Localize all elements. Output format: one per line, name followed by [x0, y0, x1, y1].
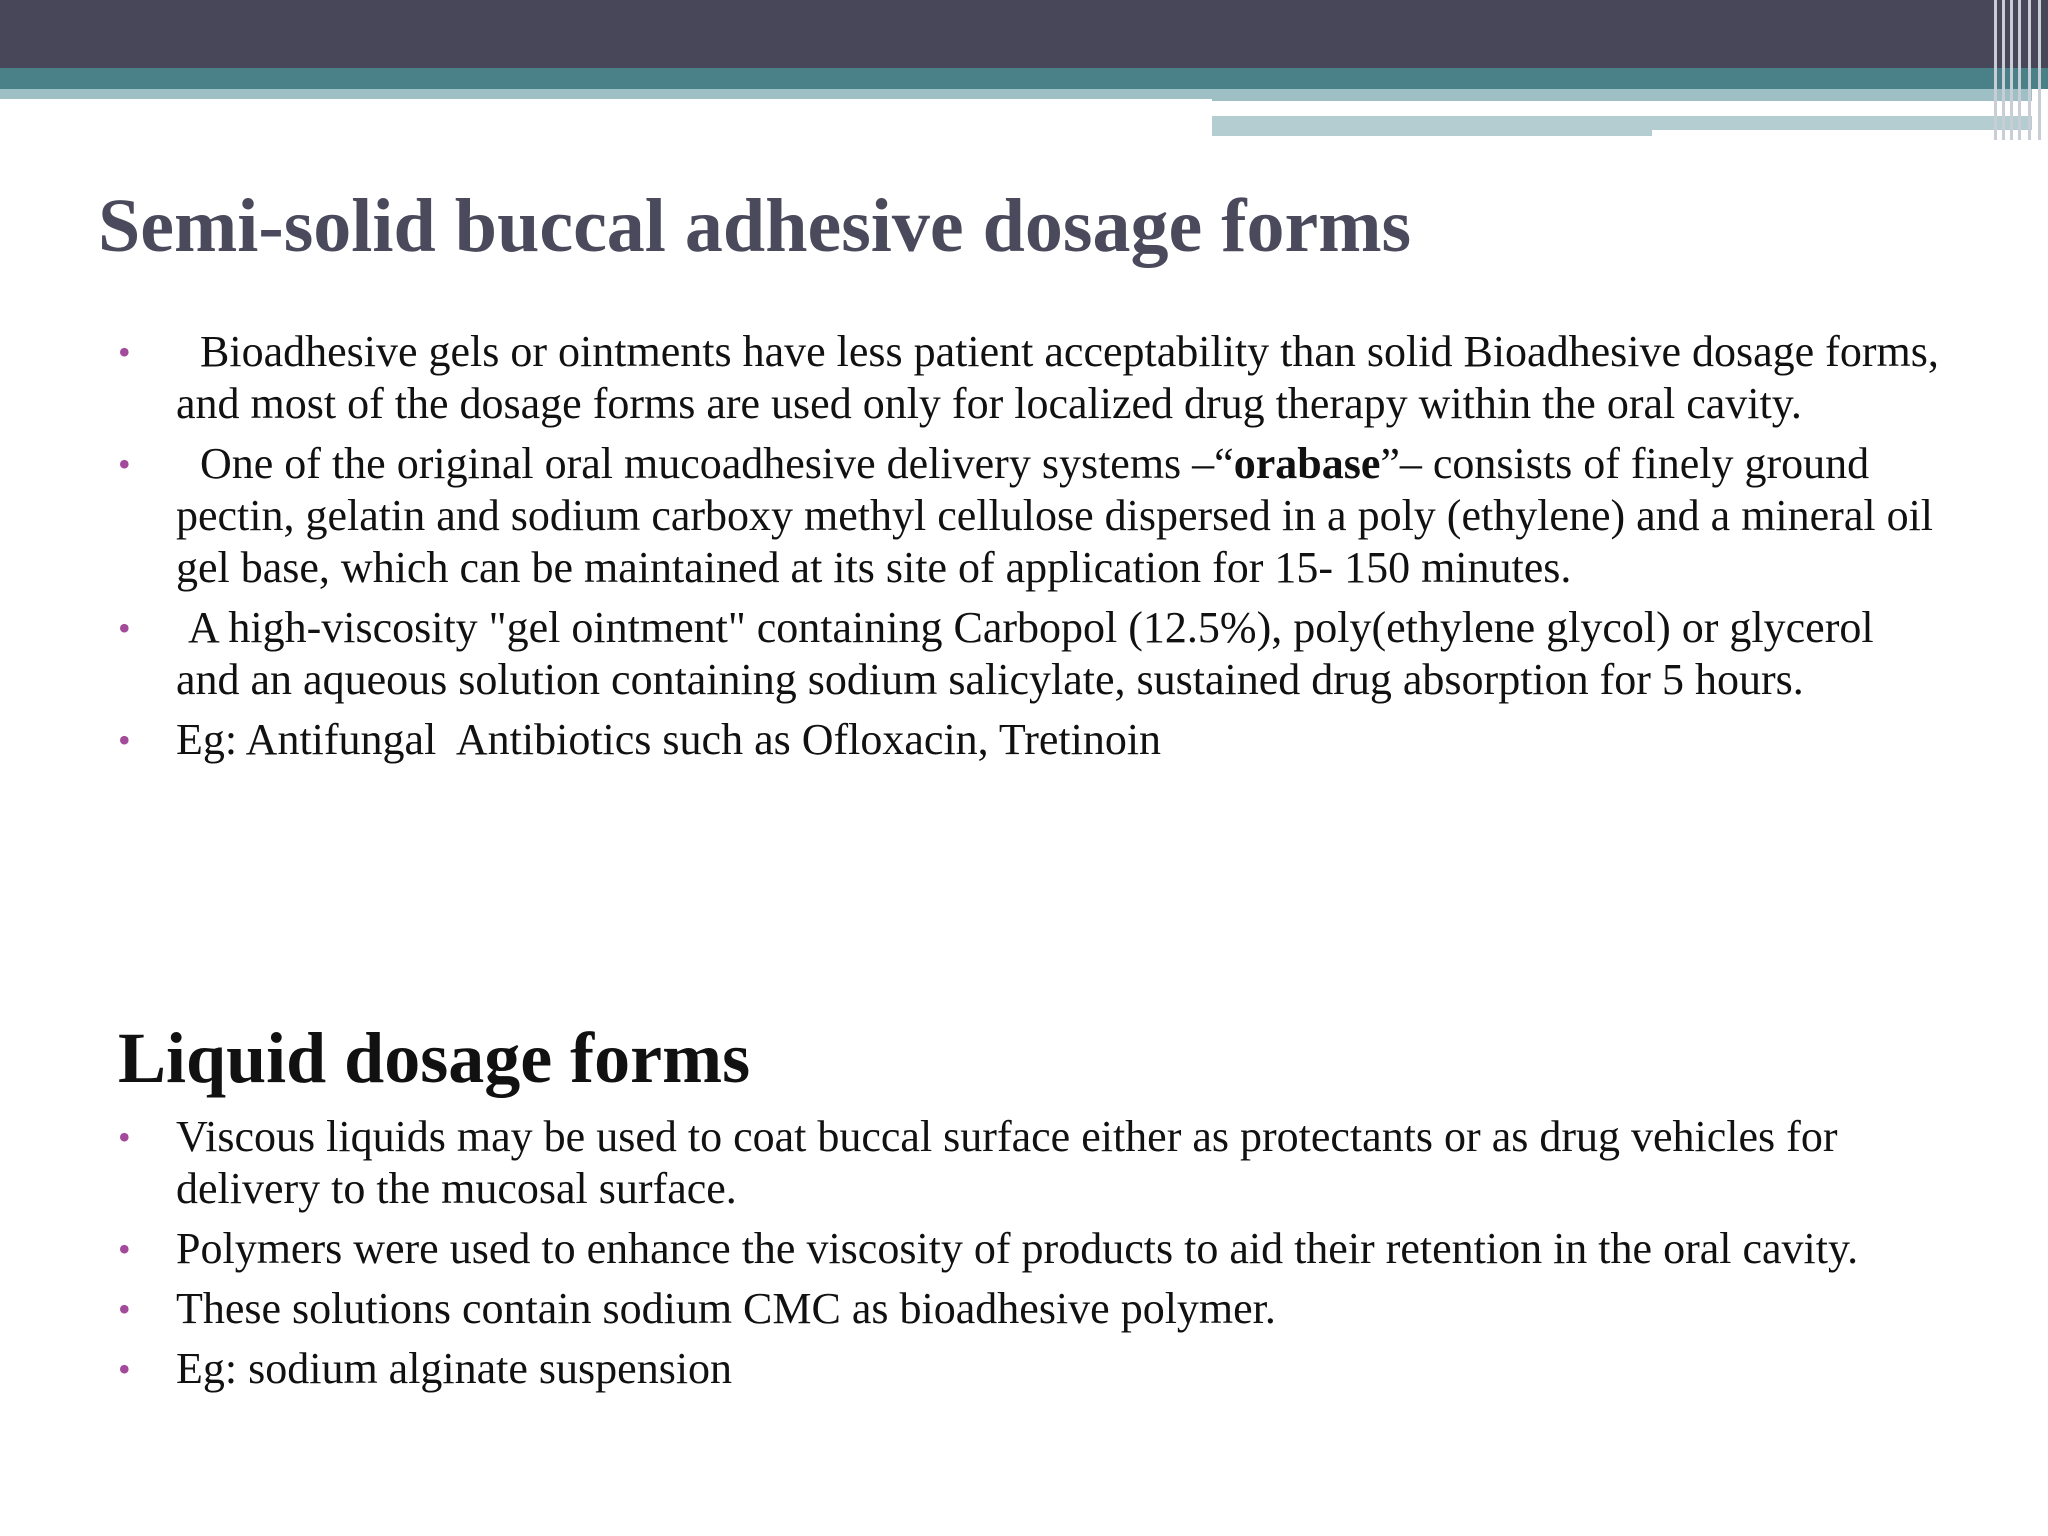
liquid-bullet-list: [118, 1111, 1948, 1403]
header-band-light: [0, 89, 1212, 99]
bullet-icon: •: [118, 1289, 131, 1329]
header-band-dark: [0, 0, 2048, 68]
bullet-text: Eg: Antifungal Antibiotics such as Ofloxacin, Tretinoin: [176, 715, 1162, 764]
bullet-text: Bioadhesive gels or ointments have less patient acceptability than solid Bioadhesive dosage forms, and most of the dosage forms are used only for localized drug therapy within the oral cavity.: [176, 327, 1939, 428]
semi-solid-bullet-list: [118, 326, 1948, 774]
slide-title: Semi-solid buccal adhesive dosage forms: [98, 184, 1412, 268]
bullet-text-before: One of the original oral mucoadhesive delivery systems –“: [200, 439, 1234, 488]
bullet-text: Eg: sodium alginate suspension: [176, 1344, 733, 1393]
list-item: [118, 1343, 1948, 1395]
bullet-text: A high-viscosity "gel ointment" containing Carbopol (12.5%), poly(ethylene glycol) or glycerol and an aqueous solution containing sodium salicylate, sustained drug absorption for 5 hours.: [176, 603, 1874, 704]
list-item: [118, 602, 1948, 706]
bullet-icon: •: [118, 1349, 131, 1389]
header-band-teal: [0, 68, 2048, 89]
bullet-icon: •: [118, 608, 131, 648]
section-heading-liquid: Liquid dosage forms: [118, 1018, 751, 1098]
bullet-icon: •: [118, 332, 131, 372]
bullet-icon: •: [118, 720, 131, 760]
header-vertical-stripes: [1988, 0, 2048, 140]
bullet-icon: •: [118, 1229, 131, 1269]
bullet-keyword: orabase: [1233, 439, 1381, 488]
bullet-text: Polymers were used to enhance the viscosity of products to aid their retention in the oral cavity.: [176, 1224, 1859, 1273]
list-item: [118, 1283, 1948, 1335]
list-item: [118, 714, 1948, 766]
bullet-text-after: ”– consists of finely ground pectin, gelatin and sodium carboxy methyl cellulose dispersed in a poly (ethylene) and a mineral oil gel base, which can be maintained at its site of application for 15- 150 minutes.: [176, 439, 1934, 592]
list-item: [118, 326, 1948, 430]
header-band-right-cut: [1652, 130, 2032, 140]
list-item: [118, 438, 1948, 594]
list-item: [118, 1111, 1948, 1215]
bullet-text: These solutions contain sodium CMC as bioadhesive polymer.: [176, 1284, 1276, 1333]
header-band-right-bar: [1212, 89, 2032, 101]
list-item: [118, 1223, 1948, 1275]
bullet-icon: •: [118, 1117, 131, 1157]
bullet-icon: •: [118, 444, 131, 484]
bullet-text: Viscous liquids may be used to coat buccal surface either as protectants or as drug vehicles for delivery to the mucosal surface.: [176, 1112, 1838, 1213]
